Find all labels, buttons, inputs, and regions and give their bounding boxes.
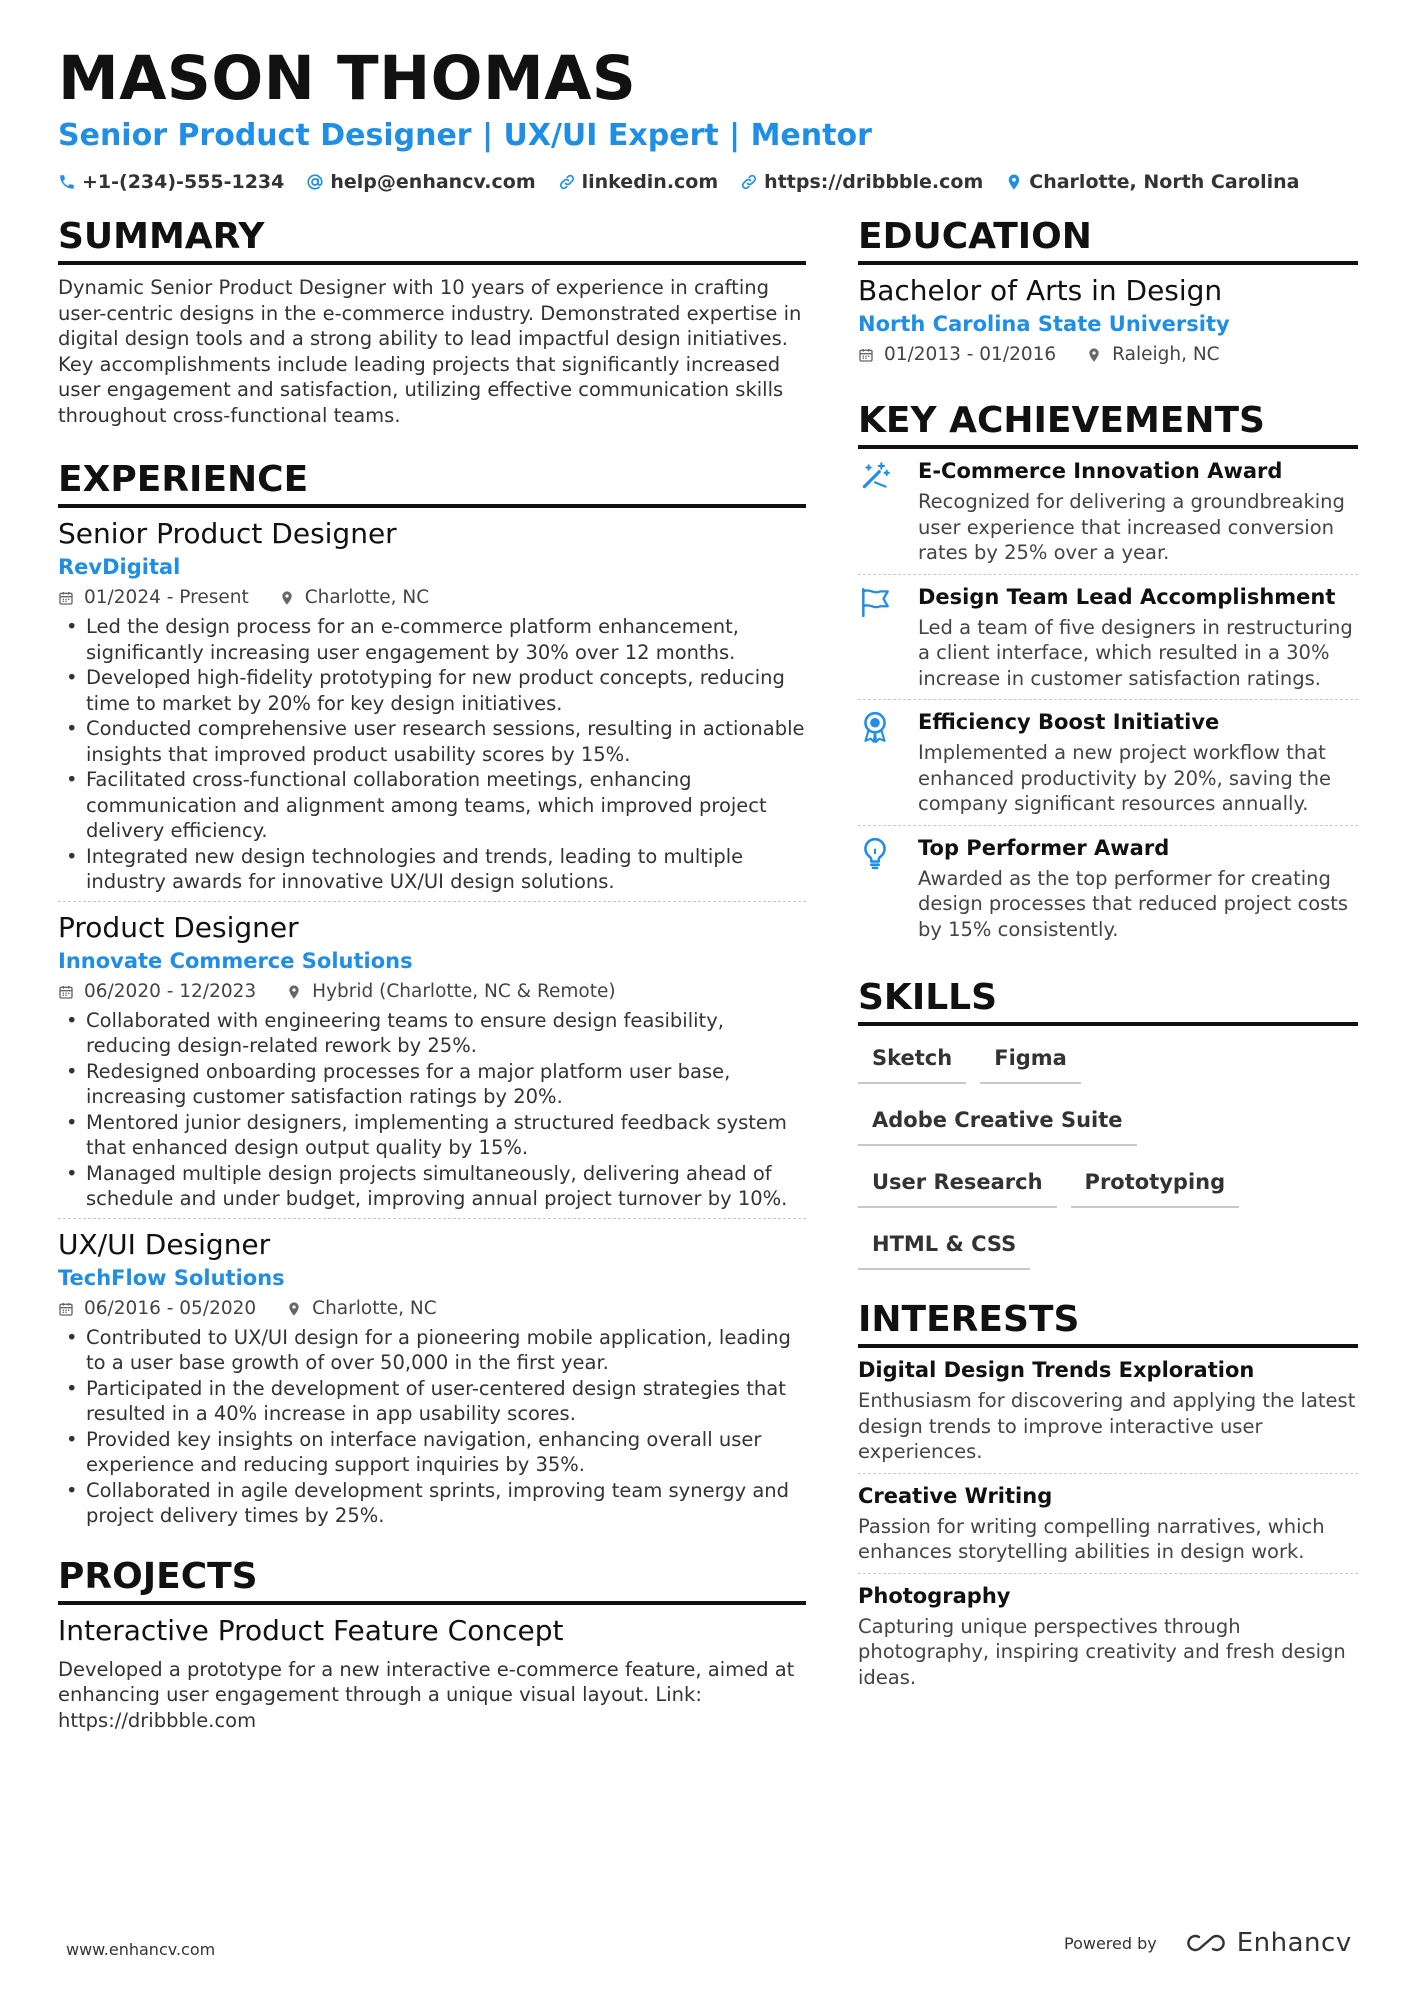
job-bullets [58,614,806,895]
title-separator: | [729,118,741,153]
job-bullet: • Provided key insights on interface navigation, enhancing overall user experience and reducing support inquiries by 35%. [58,1427,806,1478]
calendar-icon [58,590,74,606]
job-bullet: • Participated in the development of user-centered design strategies that resulted in a 40% increase in app usability scores. [58,1376,806,1427]
job-location [279,584,429,612]
achievement-title: E-Commerce Innovation Award [918,459,1283,483]
job-role: UX/UI Designer [58,1227,271,1261]
job-bullets [58,1008,806,1212]
education-meta [858,341,1358,369]
footer-website[interactable]: www.enhancv.com [66,1940,216,1959]
location-pin-icon [286,1301,302,1317]
link-icon [740,173,758,191]
job-role: Senior Product Designer [58,517,397,550]
title-part: UX/UI Expert [503,118,719,153]
skill-tag: HTML & CSS [858,1224,1030,1270]
section-heading-education: EDUCATION [858,215,1358,265]
link-icon [558,173,576,191]
title-separator: | [482,118,494,153]
achievement-item [858,700,1358,826]
job-entry [58,902,806,1219]
job-meta [58,584,806,612]
section-heading-achievements: KEY ACHIEVEMENTS [858,399,1358,449]
footer-branding [1064,1928,1352,1958]
achievement-description: Led a team of five designers in restructuring a client interface, which resulted in a 30% increase in customer satisfaction ratings. [918,615,1353,690]
candidate-name: MASON THOMAS [58,43,637,114]
location-pin-icon [279,590,295,606]
location-pin-icon [286,984,302,1000]
title-part: Mentor [750,118,872,153]
achievement-title: Top Performer Award [918,835,1170,860]
job-location [286,978,615,1006]
education-degree: Bachelor of Arts in Design [858,274,1223,307]
achievement-description: Recognized for delivering a groundbreaking user experience that increased conversion rates by 25% over a year. [918,490,1345,564]
section-heading-projects: PROJECTS [58,1555,806,1605]
experience-section [58,458,806,1529]
achievement-body [918,708,1358,817]
contact-text: +1-(234)-555-1234 [82,171,285,193]
job-bullet: • Contributed to UX/UI design for a pioneering mobile application, leading to a user base growth of over 50,000 in the first year. [58,1325,806,1376]
section-heading-skills: SKILLS [858,976,1358,1026]
achievement-item [858,449,1358,575]
job-bullet: • Developed high-fidelity prototyping for new product concepts, reducing time to market by 20% for key design initiatives. [58,665,806,716]
interest-title: Photography [858,1583,1011,1608]
job-bullet: • Collaborated in agile development sprints, improving team synergy and project delivery times by 25%. [58,1478,806,1529]
job-bullet: • Redesigned onboarding processes for a major platform user base, increasing customer satisfaction ratings by 20%. [58,1059,806,1110]
phone-icon [58,173,76,191]
job-bullet: • Managed multiple design projects simultaneously, delivering ahead of schedule and under budget, improving annual project turnover by 10%. [58,1161,806,1212]
job-dates-text: 06/2020 - 12/2023 [84,980,257,1002]
education-location [1086,341,1219,369]
interest-title: Digital Design Trends Exploration [858,1358,1255,1382]
job-dates [58,584,249,612]
project-description: Developed a prototype for a new interactive e-commerce feature, aimed at enhancing user engagement through a unique visual layout. Link: https://dribbble.com [58,1657,795,1732]
job-role: Product Designer [58,910,299,944]
job-company: RevDigital [58,555,181,579]
project-title: Interactive Product Feature Concept [58,1613,564,1647]
summary-text: Dynamic Senior Product Designer with 10 years of experience in crafting user-centric designs in the e-commerce industry. Demonstrated expertise in digital design tools and a strong ability to lead impactful design initiatives. Key accomplishments include leading projects that significantly increased user engagement and satisfaction, utilizing effective communication skills throughout cross-functional teams. [58,276,802,427]
job-bullet: • Mentored junior designers, implementing a structured feedback system that enhanced design output quality by 15%. [58,1110,806,1161]
powered-by-label: Powered by [1064,1933,1157,1953]
section-heading-interests: INTERESTS [858,1298,1358,1348]
achievement-body [918,583,1358,692]
job-bullet: • Facilitated cross-functional collaboration meetings, enhancing communication and alignment among teams, which improved project delivery efficiency. [58,767,806,844]
title-part: Senior Product Designer [58,118,472,153]
flag-icon [858,585,892,619]
achievement-icon-wrap [858,834,898,943]
job-dates-text: 01/2024 - Present [84,587,249,608]
interests-section [858,1298,1358,1690]
job-dates [58,978,256,1006]
contact-email[interactable] [306,171,535,193]
job-dates [58,1295,256,1323]
job-location-text: Charlotte, NC [304,587,430,608]
interest-description: Passion for writing compelling narratives, which enhances storytelling abilities in design work. [858,1514,1325,1563]
job-meta [58,1295,806,1323]
job-bullet: • Conducted comprehensive user research sessions, resulting in actionable insights that improved product usability scores by 15%. [58,716,806,767]
location-pin-icon [1086,347,1102,363]
job-bullets [58,1325,806,1529]
job-location [286,1295,436,1323]
achievements-section [858,399,1358,950]
contact-text: https://dribbble.com [764,171,984,193]
candidate-title [58,116,872,156]
interest-item [858,1474,1358,1574]
job-meta [58,978,806,1006]
summary-section [58,215,806,428]
magic-wand-icon [858,459,892,493]
contact-location [1005,171,1299,193]
education-dates-text: 01/2013 - 01/2016 [884,344,1057,365]
contact-text: help@enhancv.com [330,171,536,193]
job-entry [58,508,806,902]
contact-dribbble[interactable] [740,171,983,193]
achievement-title: Design Team Lead Accomplishment [918,584,1336,609]
skill-tag: Adobe Creative Suite [858,1100,1137,1146]
achievement-body [918,457,1358,566]
education-school: North Carolina State University [858,312,1230,336]
job-location-text: Hybrid (Charlotte, NC & Remote) [312,980,616,1002]
job-dates-text: 06/2016 - 05/2020 [84,1297,257,1319]
calendar-icon [58,984,74,1000]
at-icon [306,173,324,191]
brand-name: Enhancv [1236,1928,1352,1958]
achievement-icon-wrap [858,708,898,817]
job-bullet: • Led the design process for an e-commerce platform enhancement, significantly increasing user engagement by 30% over 12 months. [58,614,806,665]
achievement-title: Efficiency Boost Initiative [918,710,1220,734]
achievement-description: Awarded as the top performer for creating design processes that reduced project costs by 15% consistently. [918,866,1349,941]
achievement-description: Implemented a new project workflow that enhanced productivity by 20%, saving the company significant resources annually. [918,741,1331,815]
lightbulb-icon [858,836,892,870]
enhancv-logo-icon [1183,1931,1229,1955]
interest-description: Enthusiasm for discovering and applying the latest design trends to improve interactive user experiences. [858,1389,1356,1463]
education-location-text: Raleigh, NC [1112,344,1220,365]
skill-tag: Sketch [858,1038,966,1084]
calendar-icon [858,347,874,363]
contact-bar [58,168,1322,196]
interest-item [858,1574,1358,1691]
achievement-item [858,575,1358,701]
section-heading-experience: EXPERIENCE [58,458,806,508]
skill-tag: User Research [858,1162,1057,1208]
skills-list [858,1038,1358,1286]
job-bullet: • Integrated new design technologies and trends, leading to multiple industry awards for innovative UX/UI design solutions. [58,844,806,895]
location-pin-icon [1005,173,1023,191]
education-section [858,215,1358,369]
projects-section [58,1555,806,1734]
left-column [58,215,806,1733]
skill-tag: Figma [980,1038,1081,1084]
achievement-item [858,826,1358,951]
job-bullet: • Collaborated with engineering teams to ensure design feasibility, reducing design-related rework by 25%. [58,1008,806,1059]
calendar-icon [58,1301,74,1317]
section-heading-summary: SUMMARY [58,215,806,265]
contact-linkedin[interactable] [558,171,719,193]
achievement-icon-wrap [858,457,898,566]
interest-description: Capturing unique perspectives through photography, inspiring creativity and fresh design ideas. [858,1614,1346,1689]
right-column [858,215,1358,1690]
award-badge-icon [858,710,892,744]
contact-text: linkedin.com [581,171,719,193]
interest-title: Creative Writing [858,1483,1053,1508]
achievement-icon-wrap [858,583,898,692]
contact-phone[interactable] [58,171,284,193]
skill-tag: Prototyping [1071,1162,1240,1208]
job-company: TechFlow Solutions [58,1265,285,1290]
skills-section [858,976,1358,1286]
education-dates [858,341,1056,369]
job-company: Innovate Commerce Solutions [58,948,413,973]
job-location-text: Charlotte, NC [312,1297,437,1319]
interest-item [858,1348,1358,1474]
contact-text: Charlotte, North Carolina [1029,171,1300,193]
job-entry [58,1219,806,1529]
achievement-body [918,834,1358,943]
